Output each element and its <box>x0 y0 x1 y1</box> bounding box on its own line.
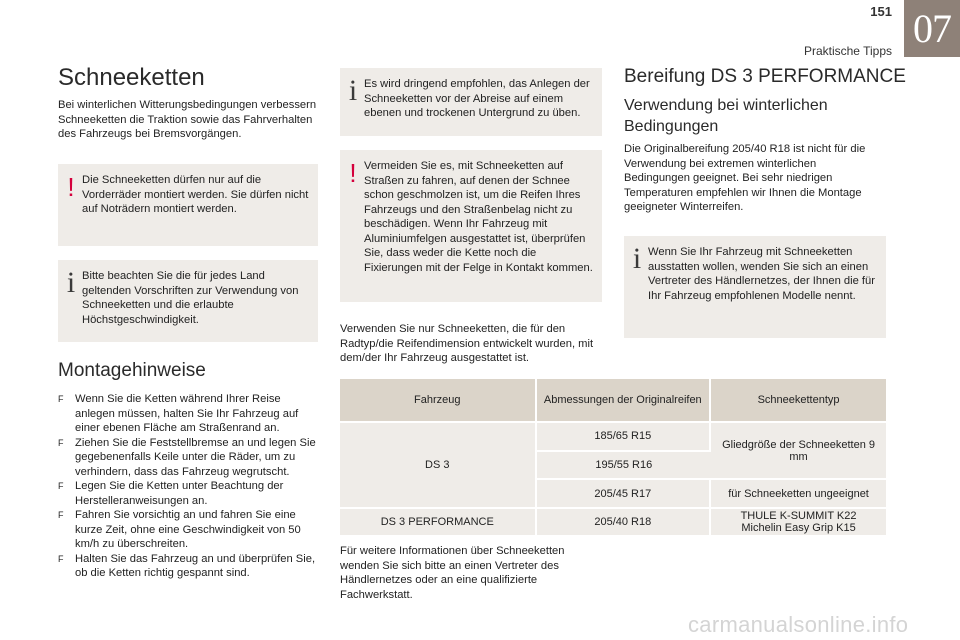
table-header-row <box>340 379 886 421</box>
bullet-icon: F <box>58 510 64 520</box>
warning-text: Die Schneeketten dürfen nur auf die Vorderräder montiert werden. Sie dürfen nicht auf Noträdern montiert werden. <box>82 174 309 215</box>
warning-text: Vermeiden Sie es, mit Schneeketten auf Straßen zu fahren, auf denen der Schnee schon geschmolzen ist, um die Reifen Ihres Fahrzeugs und den Straßenbelag nicht zu beschädigen. Wenn Ihr Fahrzeug mit Aluminiumfelgen ausgestattet ist, überprüfen Sie, dass weder die Kette noch die Fixierungen mit der Felge in Kontakt kommen. <box>364 160 593 274</box>
original-tyres-paragraph: Die Originalbereifung 205/40 R18 ist nicht für die Verwendung bei extremen winterlichen Bedingungen geeignet. Bei sehr niedrigen Temperaturen empfehlen wir Ihnen die Montage geeigneter Winterreifen. <box>624 143 866 213</box>
chain-cell: Gliedgröße der Schneeketten 9 mm <box>711 421 886 478</box>
table-row <box>340 421 886 450</box>
info-icon: i <box>348 74 358 107</box>
list-item: F Ziehen Sie die Feststellbremse an und legen Sie gegebenenfalls Keile unter die Räder, um zu verhindern, dass das Fahrzeug wegrutscht. <box>58 436 316 478</box>
snow-chains-table <box>340 379 886 535</box>
list-item: F Halten Sie das Fahrzeug an und überprüfen Sie, ob die Ketten richtig gespannt sind. <box>58 552 316 579</box>
info-box-dealer <box>624 236 886 338</box>
info-text: Bitte beachten Sie die für jedes Land geltenden Vorschriften zur Verwendung von Schneeketten und die erlaubte Höchstgeschwindigkeit. <box>82 270 299 326</box>
further-info-paragraph: Für weitere Informationen über Schneeketten wenden Sie sich bitte an einen Vertreter des Händlernetzes oder an eine qualifizierte Fachwerkstatt. <box>340 545 565 601</box>
table-row <box>340 507 886 535</box>
bullet-icon: F <box>58 481 64 491</box>
page-title: Schneeketten <box>58 64 205 91</box>
tyre-cell: 205/45 R17 <box>537 478 712 507</box>
winter-usage-heading: Verwendung bei winterlichen Bedingungen <box>624 97 828 135</box>
info-icon: i <box>66 266 76 299</box>
page-number: 151 <box>870 4 892 19</box>
section-title: Praktische Tipps <box>803 44 892 58</box>
watermark: carmanualsonline.info <box>688 612 909 637</box>
tyre-cell: 185/65 R15 <box>537 421 712 450</box>
performance-title: Bereifung DS 3 PERFORMANCE <box>624 66 906 87</box>
section-heading-mounting: Montagehinweise <box>58 360 206 381</box>
bullet-icon: F <box>58 437 64 448</box>
bullet-icon: F <box>58 553 64 564</box>
info-text: Wenn Sie Ihr Fahrzeug mit Schneeketten ausstatten wollen, wenden Sie sich an einen Vertreter des Händlernetzes, der Ihnen die für Ihr Fahrzeug empfohlenen Modelle nennt. <box>648 246 875 302</box>
chain-model-thule: THULE K-SUMMIT K22 <box>740 510 857 522</box>
info-icon: i <box>632 242 642 275</box>
list-item: F Legen Sie die Ketten unter Beachtung der Herstelleranweisungen an. <box>58 480 284 507</box>
chain-cell: für Schneeketten ungeeignet <box>711 478 886 507</box>
mounting-steps-list <box>58 392 320 581</box>
list-item: F Wenn Sie die Ketten während Ihrer Reise anlegen müssen, halten Sie Ihr Fahrzeug auf einer ebenen Fläche am Straßenrand an. <box>58 393 299 434</box>
warning-box-melted-snow <box>340 150 602 302</box>
vehicle-cell: DS 3 PERFORMANCE <box>340 507 537 535</box>
warning-icon: ! <box>349 158 357 188</box>
column-header-chain-type: Schneekettentyp <box>711 379 886 421</box>
info-box-practice <box>340 68 602 136</box>
column-header-vehicle: Fahrzeug <box>340 379 537 421</box>
tyre-cell: 195/55 R16 <box>537 450 712 479</box>
warning-icon: ! <box>67 172 75 202</box>
chains-usage-paragraph: Verwenden Sie nur Schneeketten, die für den Radtyp/die Reifendimension entwickelt wurden, mit dem/der Ihr Fahrzeug ausgestattet ist. <box>340 323 594 364</box>
info-text: Es wird dringend empfohlen, das Anlegen der Schneeketten vor der Abreise auf einem ebenen und trockenen Untergrund zu üben. <box>364 78 590 119</box>
bullet-icon: F <box>58 394 64 404</box>
intro-paragraph: Bei winterlichen Witterungsbedingungen verbessern Schneeketten die Traktion sowie das Fahrverhalten des Fahrzeugs bei Bremsvorgängen. <box>58 99 317 140</box>
vehicle-cell: DS 3 <box>340 421 537 507</box>
chain-cell <box>711 507 886 535</box>
column-header-tyres: Abmessungen der Originalreifen <box>537 379 712 421</box>
warning-box-front-wheels <box>58 164 318 246</box>
chain-model-michelin: Michelin Easy Grip K15 <box>741 522 856 534</box>
info-box-regulations <box>58 260 318 342</box>
list-item: F Fahren Sie vorsichtig an und fahren Sie eine kurze Zeit, ohne eine Geschwindigkeit von 50 km/h zu überschreiten. <box>58 509 301 550</box>
tyre-cell: 205/40 R18 <box>537 507 712 535</box>
chapter-badge: 07 <box>904 0 960 57</box>
